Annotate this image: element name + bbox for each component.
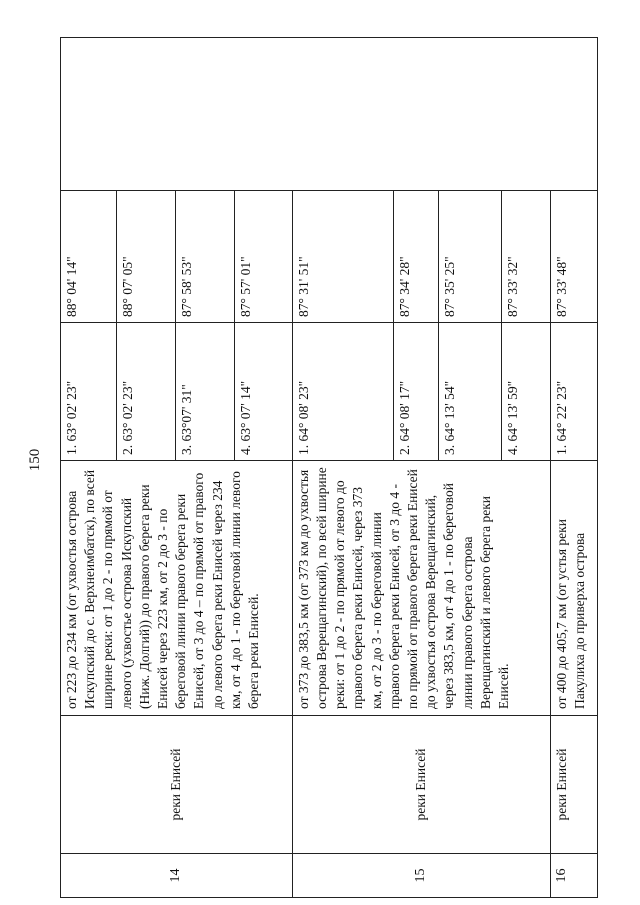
latitude-cell: 1. 63° 02' 23" (61, 323, 117, 461)
section-description: от 223 до 234 км (от ухвостья острова Искупский до с. Верхнеимбатск), по всей ширине реки: от 1 до 2 - по прямой от левого (ухвостье острова Искупский (Ниж. Долгий)) до правого берега реки Енисей через 223 км, от 2 до 3 - по береговой линии правого берега реки Енисей, от 3 до 4 – по прямой от правого до левого берега реки Енисей через 234 км, от 4 до 1 - по береговой линии левого берега реки Енисей. (61, 461, 293, 716)
row-number: 14 (61, 854, 293, 898)
section-description: от 373 до 383,5 км (от 373 км до ухвостья острова Верещагинский), по всей ширине реки: от 1 до 2 - по прямой от левого до правого берега реки Енисей, через 373 км, от 2 до 3 - по береговой линии правого берега реки Енисей, от 3 до 4 - по прямой от правого берега реки Енисей до ухвостья острова Верещагинский, через 383,5 км, от 4 до 1 - по береговой линии правого берега острова Верещагинский и левого берега реки Енисей. (292, 461, 551, 716)
table-row (61, 38, 117, 898)
latitude-cell: 4. 64° 13' 59" (501, 323, 551, 461)
longitude-cell: 88° 04' 14" (61, 191, 117, 323)
latitude-cell: 3. 64° 13' 54" (439, 323, 501, 461)
latitude-cell: 4. 63° 07' 14" (235, 323, 293, 461)
longitude-cell: 87° 58' 53" (176, 191, 235, 323)
row-number: 15 (292, 854, 551, 898)
latitude-cell: 1. 64° 08' 23" (292, 323, 394, 461)
empty-column (61, 38, 598, 191)
longitude-cell: 87° 31' 51" (292, 191, 394, 323)
latitude-cell: 1. 64° 22' 23" (551, 323, 598, 461)
latitude-cell: 2. 64° 08' 17" (394, 323, 439, 461)
longitude-cell: 87° 33' 32" (501, 191, 551, 323)
boundary-table (60, 37, 598, 898)
longitude-cell: 87° 57' 01" (235, 191, 293, 323)
page-number: 150 (27, 448, 43, 472)
river-name: реки Енисей (61, 716, 293, 854)
latitude-cell: 2. 63° 02' 23" (116, 323, 175, 461)
section-description: от 400 до 405,7 км (от устья реки Пакулиха до привеpха острова (551, 461, 598, 716)
longitude-cell: 87° 34' 28" (394, 191, 439, 323)
longitude-cell: 88° 07' 05" (116, 191, 175, 323)
river-name: реки Енисей (551, 716, 598, 854)
row-number: 16 (551, 854, 598, 898)
river-name: реки Енисей (292, 716, 551, 854)
rotated-table-container (60, 38, 598, 898)
longitude-cell: 87° 35' 25" (439, 191, 501, 323)
longitude-cell: 87° 33' 48" (551, 191, 598, 323)
latitude-cell: 3. 63°07' 31" (176, 323, 235, 461)
